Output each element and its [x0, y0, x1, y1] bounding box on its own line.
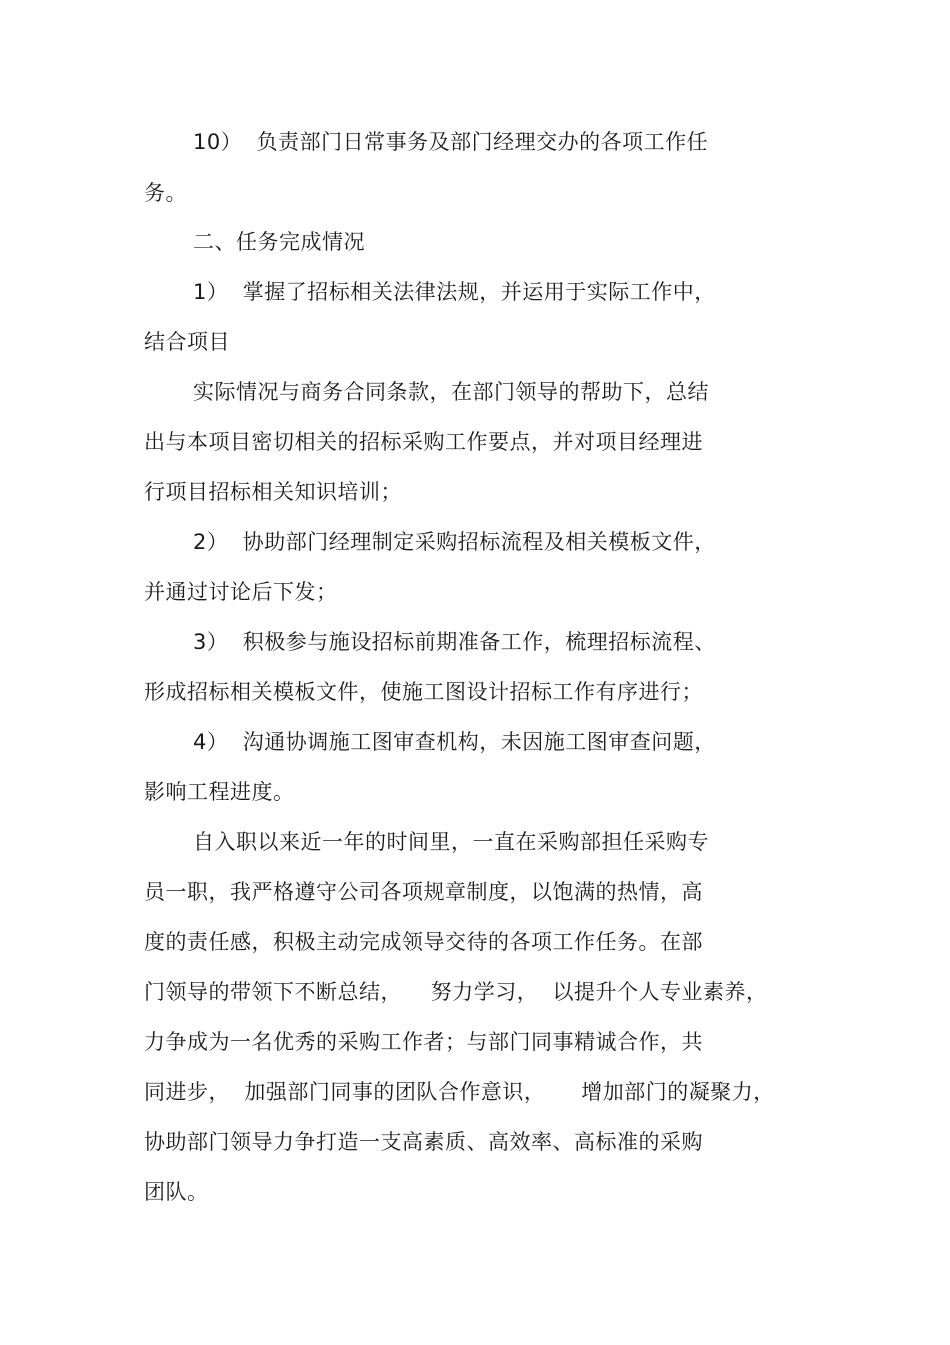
text-line-10: 并通过讨论后下发； [144, 580, 338, 604]
text-line-6: 实际情况与商务合同条款，在部门领导的帮助下，总结 [193, 380, 709, 404]
text-line-21: 协助部门领导力争打造一支高素质、高效率、高标准的采购 [144, 1130, 703, 1154]
text-line-19: 力争成为一名优秀的采购工作者；与部门同事精诚合作，共 [144, 1030, 703, 1054]
text-line-7: 出与本项目密切相关的招标采购工作要点，并对项目经理进 [144, 430, 703, 454]
text-line-17: 度的责任感，积极主动完成领导交待的各项工作任务。在部 [144, 930, 703, 954]
text-line-2: 务。 [144, 181, 187, 205]
text-line-5: 结合项目 [144, 330, 230, 354]
text-line-16: 员一职，我严格遵守公司各项规章制度，以饱满的热情，高 [144, 880, 703, 904]
section-heading: 二、任务完成情况 [193, 230, 365, 254]
text-line-12: 形成招标相关模板文件，使施工图设计招标工作有序进行； [144, 680, 703, 704]
text-line-13: 4） 沟通协调施工图审查机构，未因施工图审查问题， [193, 730, 716, 754]
text-line-18: 门领导的带领下不断总结， 努力学习， 以提升个人专业素养， [144, 980, 768, 1004]
text-line-8: 行项目招标相关知识培训； [144, 480, 402, 504]
text-line-22: 团队。 [144, 1180, 209, 1204]
text-line-1: 10） 负责部门日常事务及部门经理交办的各项工作任 [193, 130, 709, 154]
text-line-11: 3） 积极参与施设招标前期准备工作，梳理招标流程、 [193, 630, 716, 654]
text-line-14: 影响工程进度。 [144, 780, 295, 804]
text-line-9: 2） 协助部门经理制定采购招标流程及相关模板文件， [193, 530, 716, 554]
text-line-4: 1） 掌握了招标相关法律法规，并运用于实际工作中， [193, 280, 716, 304]
text-line-20: 同进步， 加强部门同事的团队合作意识， 增加部门的凝聚力， [144, 1080, 775, 1104]
text-line-15: 自入职以来近一年的时间里，一直在采购部担任采购专 [193, 830, 709, 854]
